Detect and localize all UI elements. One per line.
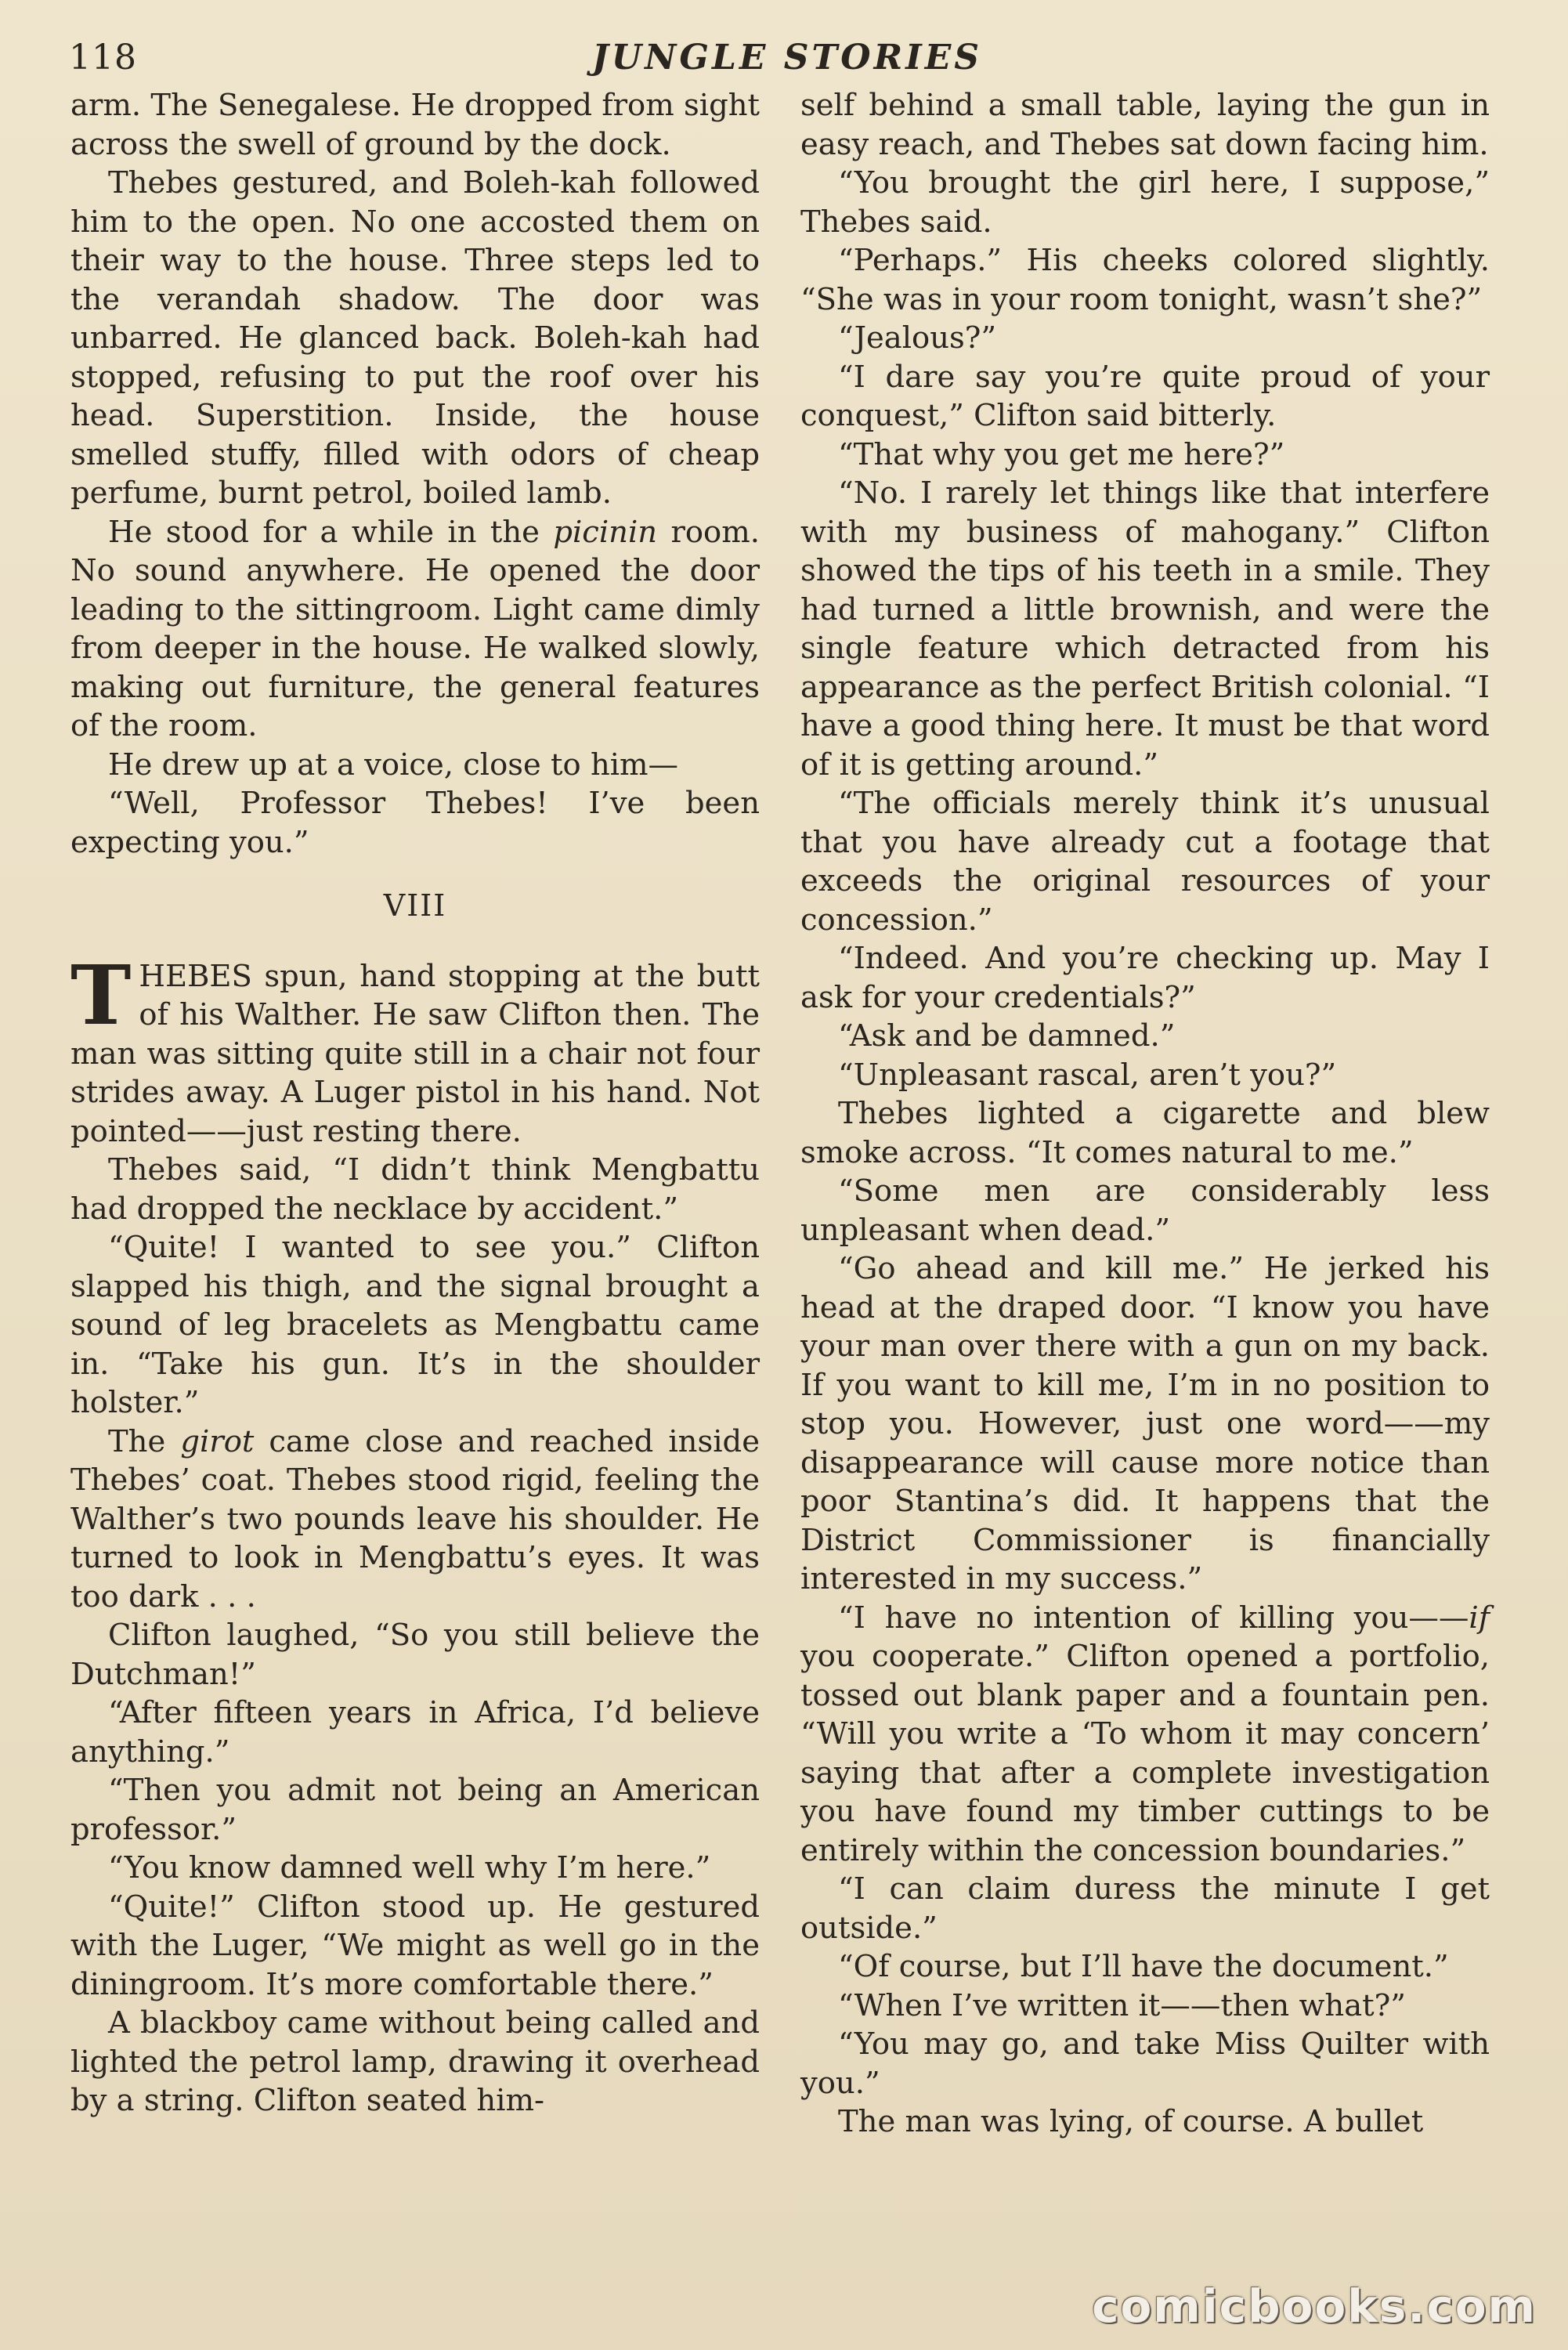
paragraph: “Then you admit not being an American professor.” [70, 1773, 760, 1847]
text-run: HEBES spun, hand stopping at the butt of his Walther. He saw Clifton then. The man was sitting quite still in a chair not four strides away. A Luger pistol in his hand. Not pointed——just resting there. [70, 958, 760, 1149]
page-header [69, 31, 1505, 86]
paragraph: Thebes said, “I didn’t think Mengbattu had dropped the necklace by accident.” [70, 1152, 760, 1227]
paragraph: Thebes lighted a cigarette and blew smoke across. “It comes natural to me.” [800, 1096, 1490, 1170]
paragraph: “You may go, and take Miss Quilter with you.” [800, 2026, 1490, 2101]
paragraph: “Well, Professor Thebes! I’ve been expecting you.” [70, 786, 760, 860]
paragraph: “Quite!” Clifton stood up. He gestured with the Luger, “We might as well go in the diningroom. It’s more comfortable there.” [70, 1889, 760, 2002]
paragraph [70, 1423, 760, 1617]
paragraph: “Of course, but I’ll have the document.” [838, 1949, 1449, 1984]
paragraph: “Ask and be damned.” [838, 1018, 1176, 1054]
paragraph: arm. The Senegalese. He dropped from sight across the swell of ground by the dock. [70, 88, 760, 162]
right-column [800, 86, 1490, 2142]
paragraph: “When I’ve written it——then what?” [838, 1987, 1406, 2023]
paragraph [70, 513, 760, 746]
paragraph: A blackboy came without being called and lighted the petrol lamp, drawing it overhead by a string. Clifton seated him- [70, 2005, 760, 2118]
text-run: you cooperate.” Clifton opened a portfolio, tossed out blank paper and a fountain pen. “Will you write a ‘To whom it may concern’ saying that after a complete investigation you have found my timber cuttings to be entirely within the concession boundaries.” [800, 1639, 1490, 1868]
italic-word: picinin [553, 514, 658, 550]
paragraph: “You brought the girl here, I suppose,” Thebes said. [800, 165, 1490, 240]
italic-word: girot [180, 1423, 255, 1459]
paragraph: “The officials merely think it’s unusual that you have already cut a footage that exceeds the original resources of your concession.” [800, 786, 1490, 938]
paragraph: Thebes gestured, and Boleh-kah followed him to the open. No one accosted them on their way to the house. Three steps led to the verandah shadow. The door was unbarred. He glanced back. Boleh-kah had stopped, refusing to put the roof over his head. Superstition. Inside, the house smelled stuffy, filled with odors of cheap perfume, burnt petrol, boiled lamb. [70, 165, 760, 511]
text-run: came close and reached inside Thebes’ coat. Thebes stood rigid, feeling the Walther’s two pounds leave his shoulder. He turned to look in Mengbattu’s eyes. It was too dark . . . [70, 1423, 760, 1614]
paragraph: “I dare say you’re quite proud of your conquest,” Clifton said bitterly. [800, 359, 1490, 433]
paragraph [800, 1599, 1490, 1871]
section-heading: VIII [383, 888, 447, 923]
paragraph: The man was lying, of course. A bullet [838, 2104, 1424, 2139]
text-run: room. No sound anywhere. He opened the door leading to the sittingroom. Light came dimly from deeper in the house. He walked slowly, making out furniture, the general features of the room. [70, 514, 760, 743]
paragraph: “Perhaps.” His cheeks colored slightly. “She was in your room tonight, wasn’t she?” [800, 243, 1490, 317]
paragraph: “Go ahead and kill me.” He jerked his head at the draped door. “I know you have your man over there with a gun on my back. If you want to kill me, I’m in no position to stop you. However, just one word——my disappearance will cause more notice than poor Stantina’s did. It happens that the District Commissioner is financially interested in my success.” [800, 1251, 1490, 1596]
italic-word: if [1469, 1600, 1490, 1636]
paragraph: self behind a small table, laying the gun in easy reach, and Thebes sat down facing him. [800, 88, 1490, 162]
paragraph: “No. I rarely let things like that interfere with my business of mahogany.” Clifton showed the tips of his teeth in a smile. They had turned a little brownish, and were the single feature which detracted from his appearance as the perfect British colonial. “I have a good thing here. It must be that word of it is getting around.” [800, 475, 1490, 783]
text-run: He stood for a while in the [108, 514, 540, 550]
paragraph: “Indeed. And you’re checking up. May I ask for your credentials?” [800, 941, 1490, 1015]
paragraph: “That why you get me here?” [838, 436, 1285, 472]
paragraph: He drew up at a voice, close to him— [108, 747, 679, 783]
paragraph: Clifton laughed, “So you still believe the Dutchman!” [70, 1618, 760, 1692]
paragraph: “Quite! I wanted to see you.” Clifton slapped his thigh, and the signal brought a sound of leg bracelets as Mengbattu came in. “Take his gun. It’s in the shoulder holster.” [70, 1230, 760, 1420]
text-run: The [108, 1423, 166, 1459]
page-number: 118 [69, 38, 137, 78]
left-column [70, 86, 760, 2120]
drop-cap: T [70, 946, 132, 1043]
paragraph: “Some men are considerably less unpleasant when dead.” [800, 1173, 1490, 1248]
paragraph: “Jealous?” [838, 320, 997, 356]
paragraph: “After fifteen years in Africa, I’d believe anything.” [70, 1695, 760, 1770]
watermark-logo: comicbooks.com [1092, 2280, 1537, 2333]
paragraph: “I can claim duress the minute I get outside.” [800, 1871, 1490, 1946]
running-title: JUNGLE STORIES [591, 38, 983, 78]
paragraph: “Unpleasant rascal, aren’t you?” [838, 1057, 1337, 1093]
paragraph: “You know damned well why I’m here.” [108, 1850, 711, 1885]
paragraph-dropcap [70, 946, 760, 1152]
text-run: “I have no intention of killing you—— [838, 1600, 1469, 1636]
